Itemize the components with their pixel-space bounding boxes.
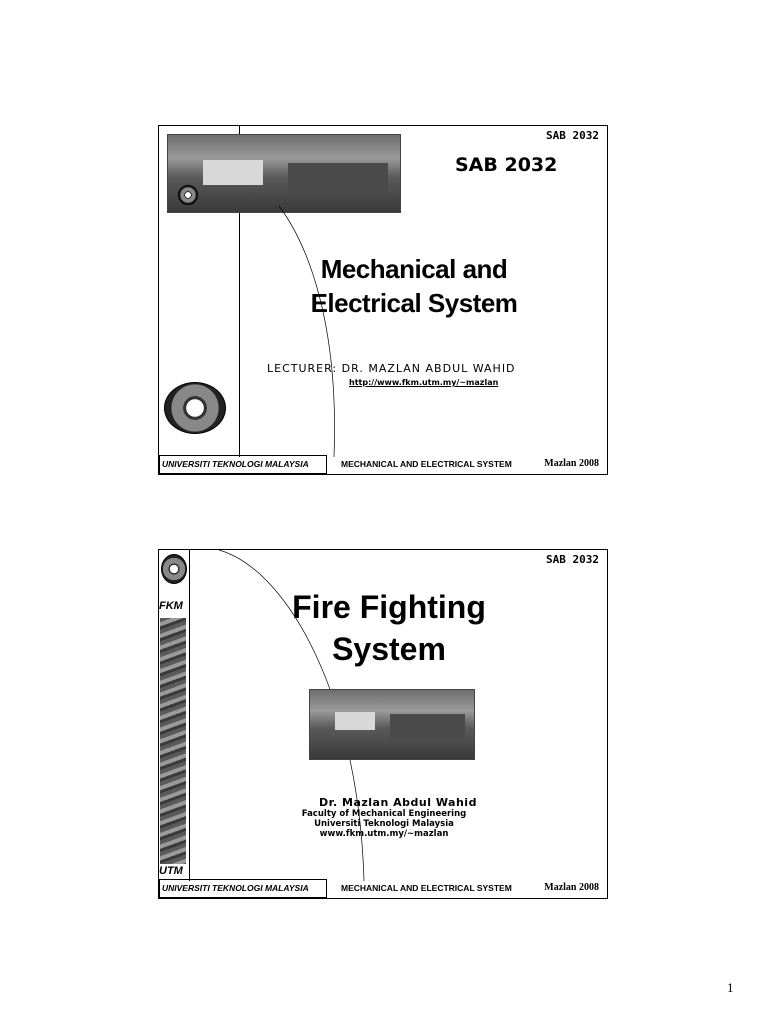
footer-course: MECHANICAL AND ELECTRICAL SYSTEM bbox=[341, 883, 512, 893]
slide-footer bbox=[159, 455, 607, 474]
footer-university: UNIVERSITI TEKNOLOGI MALAYSIA bbox=[159, 879, 327, 898]
slide-footer bbox=[159, 879, 607, 898]
campus-photo bbox=[309, 689, 475, 760]
title-line-2: System bbox=[332, 631, 446, 667]
footer-author: Mazlan 2008 bbox=[544, 882, 599, 893]
fkm-label: FKM bbox=[159, 600, 183, 612]
title-line-1: Fire Fighting bbox=[292, 589, 486, 625]
utm-label: UTM bbox=[159, 865, 183, 877]
university-line: Universiti Teknologi Malaysia bbox=[314, 819, 454, 829]
lecturer-line: LECTURER: DR. MAZLAN ABDUL WAHID bbox=[267, 362, 516, 375]
title-line-2: Electrical System bbox=[310, 288, 518, 318]
slide-title bbox=[254, 252, 574, 320]
title-line-1: Mechanical and bbox=[320, 254, 508, 284]
page-number: 1 bbox=[727, 980, 734, 995]
course-code: SAB 2032 bbox=[546, 129, 599, 142]
footer-author: Mazlan 2008 bbox=[544, 458, 599, 469]
lecturer-url-link[interactable]: http://www.fkm.utm.my/~mazlan bbox=[349, 378, 499, 387]
slide-title bbox=[259, 586, 519, 670]
author-url[interactable]: www.fkm.utm.my/~mazlan bbox=[319, 829, 449, 839]
course-code: SAB 2032 bbox=[546, 553, 599, 566]
slide-mechanical-electrical bbox=[158, 125, 608, 475]
author-name: Dr. Mazlan Abdul Wahid bbox=[319, 796, 477, 809]
faculty-line: Faculty of Mechanical Engineering bbox=[301, 809, 467, 819]
footer-university: UNIVERSITI TEKNOLOGI MALAYSIA bbox=[159, 455, 327, 474]
utm-logo-icon bbox=[164, 382, 226, 434]
footer-course: MECHANICAL AND ELECTRICAL SYSTEM bbox=[341, 459, 512, 469]
course-code-heading: SAB 2032 bbox=[455, 154, 558, 176]
slide-fire-fighting bbox=[158, 549, 608, 899]
